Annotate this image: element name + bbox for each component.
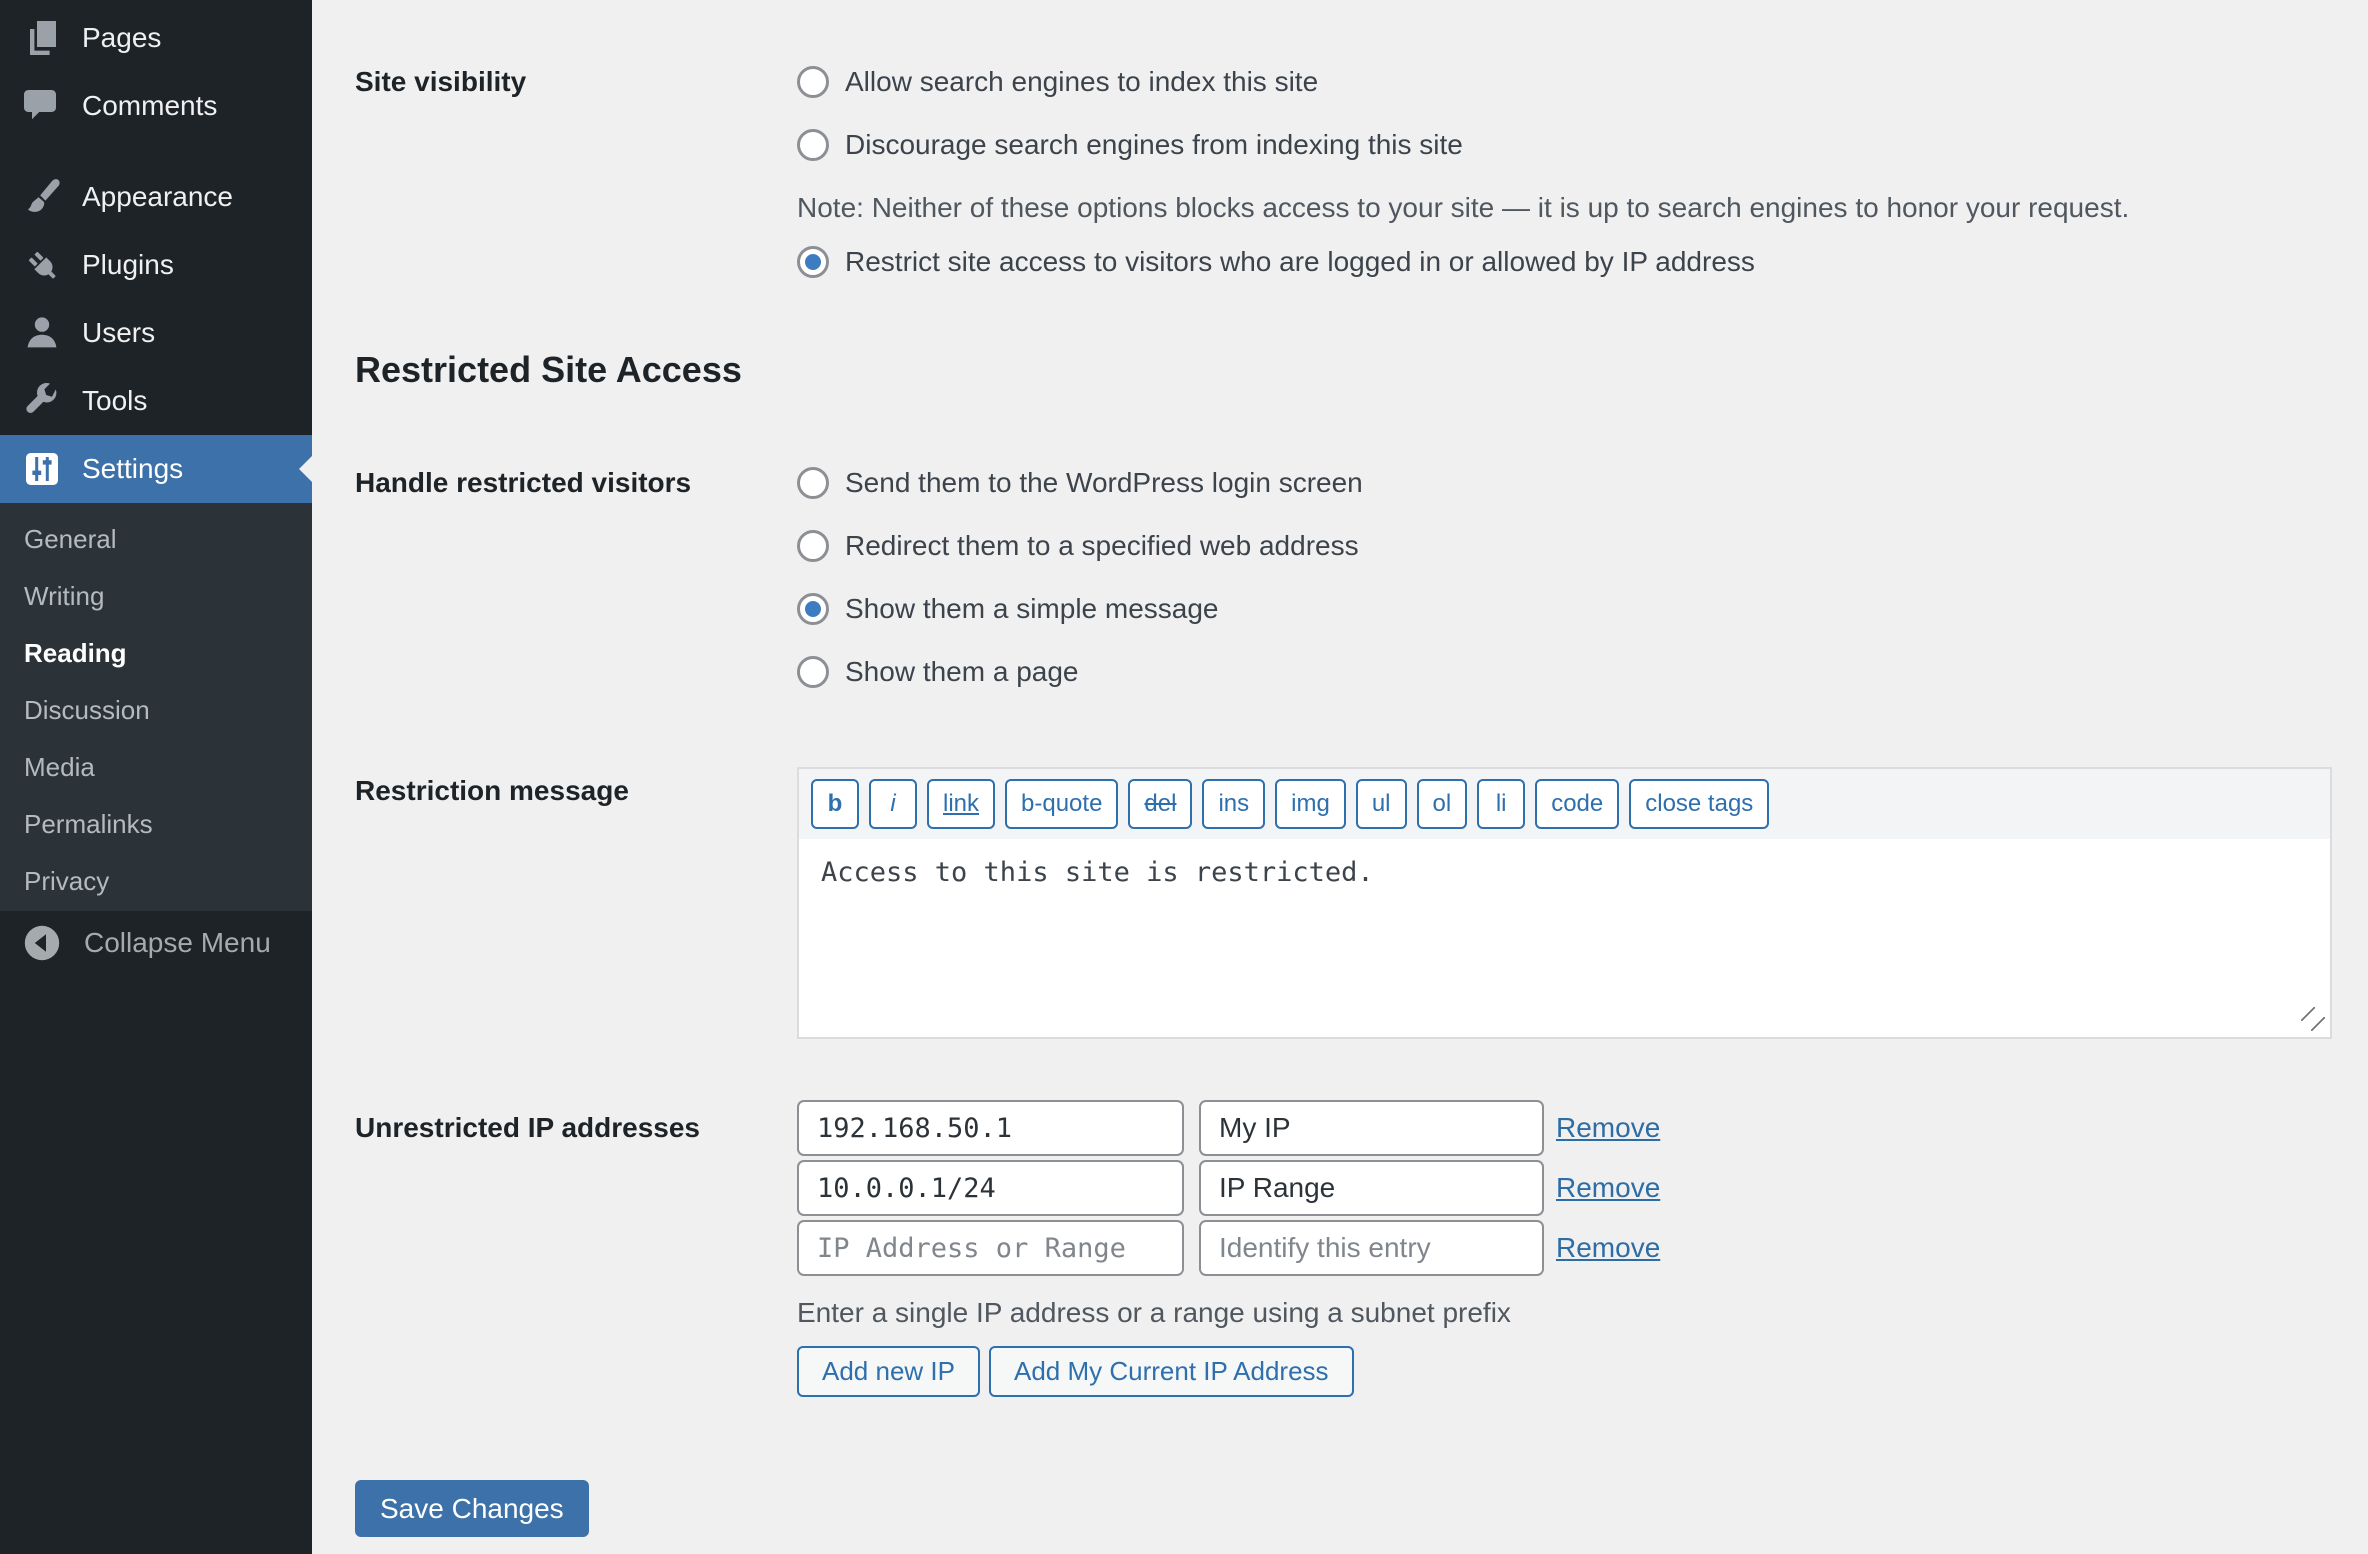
sidebar-item-plugins[interactable]: [0, 231, 312, 299]
visibility-radio-restrict[interactable]: [797, 246, 829, 278]
sidebar-item-pages[interactable]: [0, 4, 312, 72]
visibility-option-label: Allow search engines to index this site: [845, 66, 1319, 97]
admin-menu: [0, 0, 312, 503]
handle-option-label: Send them to the WordPress login screen: [845, 467, 1363, 498]
ol-button[interactable]: ol: [1417, 779, 1468, 829]
ip-name-input[interactable]: [1199, 1220, 1544, 1276]
handle-option-label: Redirect them to a specified web address: [845, 530, 1359, 561]
ip-buttons-row: [797, 1346, 2332, 1397]
restriction-message-label: Restriction message: [355, 775, 629, 806]
del-button[interactable]: del: [1128, 779, 1192, 829]
restricted-site-access-heading: Restricted Site Access: [355, 349, 742, 390]
textarea-resize-grip[interactable]: [2301, 1007, 2325, 1031]
handle-option-label: Show them a simple message: [845, 593, 1219, 624]
handle-radio-message[interactable]: [797, 593, 829, 625]
blockquote-button[interactable]: b-quote: [1005, 779, 1118, 829]
collapse-arrow-icon: [22, 923, 62, 963]
visibility-radio-allow[interactable]: [797, 66, 829, 98]
submenu-item-privacy[interactable]: Privacy: [24, 866, 110, 896]
ip-address-input[interactable]: [797, 1100, 1184, 1156]
sidebar-item-settings[interactable]: [0, 435, 312, 503]
sidebar-item-label: Plugins: [82, 249, 174, 280]
sidebar-item-label: Users: [82, 317, 156, 348]
pages-icon: [22, 18, 62, 58]
visibility-note: Note: Neither of these options blocks access to your site — it is up to search engines to honor your request.: [797, 192, 2130, 223]
handle-option-label: Show them a page: [845, 656, 1079, 687]
close-tags-button[interactable]: close tags: [1629, 779, 1769, 829]
remove-ip-link[interactable]: Remove: [1556, 1232, 1661, 1263]
code-button[interactable]: code: [1535, 779, 1619, 829]
li-button[interactable]: li: [1477, 779, 1525, 829]
handle-option-page[interactable]: [797, 648, 2332, 696]
submenu-item-discussion[interactable]: Discussion: [24, 695, 150, 725]
ip-help-text: Enter a single IP address or a range using a subnet prefix: [797, 1297, 1511, 1328]
settings-icon: [22, 449, 62, 489]
site-visibility-label: Site visibility: [355, 66, 527, 97]
submenu-item-writing[interactable]: Writing: [24, 581, 105, 611]
appearance-icon: [22, 177, 62, 217]
handle-option-message[interactable]: [797, 585, 2332, 633]
visibility-option-label: Restrict site access to visitors who are logged in or allowed by IP address: [845, 246, 1755, 277]
plugins-icon: [22, 245, 62, 285]
submenu-item-media[interactable]: Media: [24, 752, 95, 782]
link-button[interactable]: link: [927, 779, 995, 829]
add-current-ip-button[interactable]: Add My Current IP Address: [989, 1346, 1354, 1397]
submenu-item-general[interactable]: General: [24, 524, 117, 554]
restriction-message-textarea[interactable]: [799, 839, 2330, 1037]
sidebar-item-label: Tools: [82, 385, 148, 416]
sidebar-item-label: Settings: [82, 453, 184, 484]
admin-sidebar: [0, 0, 312, 1554]
unrestricted-ips-row: [355, 1100, 2332, 1397]
settings-submenu: [0, 503, 312, 911]
handle-visitors-label: Handle restricted visitors: [355, 467, 692, 498]
handle-radio-redirect[interactable]: [797, 530, 829, 562]
restriction-message-row: [355, 767, 2332, 1039]
submenu-item-reading[interactable]: Reading: [24, 638, 127, 668]
ip-name-input[interactable]: [1199, 1160, 1544, 1216]
sidebar-item-label: Appearance: [82, 181, 234, 212]
ip-entry-row: [797, 1160, 2332, 1216]
add-new-ip-button[interactable]: Add new IP: [797, 1346, 980, 1397]
italic-button[interactable]: i: [869, 779, 917, 829]
collapse-menu-label: Collapse Menu: [84, 927, 271, 958]
handle-radio-page[interactable]: [797, 656, 829, 688]
save-row: [355, 1480, 2332, 1537]
remove-ip-link[interactable]: Remove: [1556, 1112, 1661, 1143]
visibility-option-allow[interactable]: [797, 58, 2332, 106]
unrestricted-ips-label: Unrestricted IP addresses: [355, 1112, 700, 1143]
ip-address-input[interactable]: [797, 1160, 1184, 1216]
submenu-item-permalinks[interactable]: Permalinks: [24, 809, 153, 839]
ip-entry-row: [797, 1220, 2332, 1276]
restriction-message-editor: [797, 767, 2332, 1039]
ul-button[interactable]: ul: [1356, 779, 1407, 829]
ip-address-input[interactable]: [797, 1220, 1184, 1276]
ip-entry-row: [797, 1100, 2332, 1156]
visibility-option-restrict[interactable]: [797, 238, 2332, 286]
sidebar-item-appearance[interactable]: [0, 163, 312, 231]
sidebar-item-label: Comments: [82, 90, 218, 121]
ip-name-input[interactable]: [1199, 1100, 1544, 1156]
visibility-radio-discourage[interactable]: [797, 129, 829, 161]
comments-icon: [22, 86, 62, 126]
site-visibility-row: [355, 58, 2332, 286]
handle-visitors-row: [355, 459, 2332, 696]
collapse-menu-button[interactable]: [0, 915, 312, 971]
sidebar-item-users[interactable]: [0, 299, 312, 367]
users-icon: [22, 313, 62, 353]
sidebar-item-comments[interactable]: [0, 72, 312, 140]
save-changes-button[interactable]: Save Changes: [355, 1480, 589, 1537]
sidebar-item-label: Pages: [82, 22, 162, 53]
visibility-option-label: Discourage search engines from indexing this site: [845, 129, 1463, 160]
tools-icon: [22, 381, 62, 421]
settings-content: [312, 0, 2368, 1537]
img-button[interactable]: img: [1275, 779, 1346, 829]
sidebar-item-tools[interactable]: [0, 367, 312, 435]
ins-button[interactable]: ins: [1202, 779, 1265, 829]
handle-radio-login[interactable]: [797, 467, 829, 499]
handle-option-login[interactable]: [797, 459, 2332, 507]
bold-button[interactable]: b: [811, 779, 859, 829]
remove-ip-link[interactable]: Remove: [1556, 1172, 1661, 1203]
quicktags-toolbar: [799, 769, 2330, 839]
handle-option-redirect[interactable]: [797, 522, 2332, 570]
visibility-option-discourage[interactable]: [797, 121, 2332, 169]
